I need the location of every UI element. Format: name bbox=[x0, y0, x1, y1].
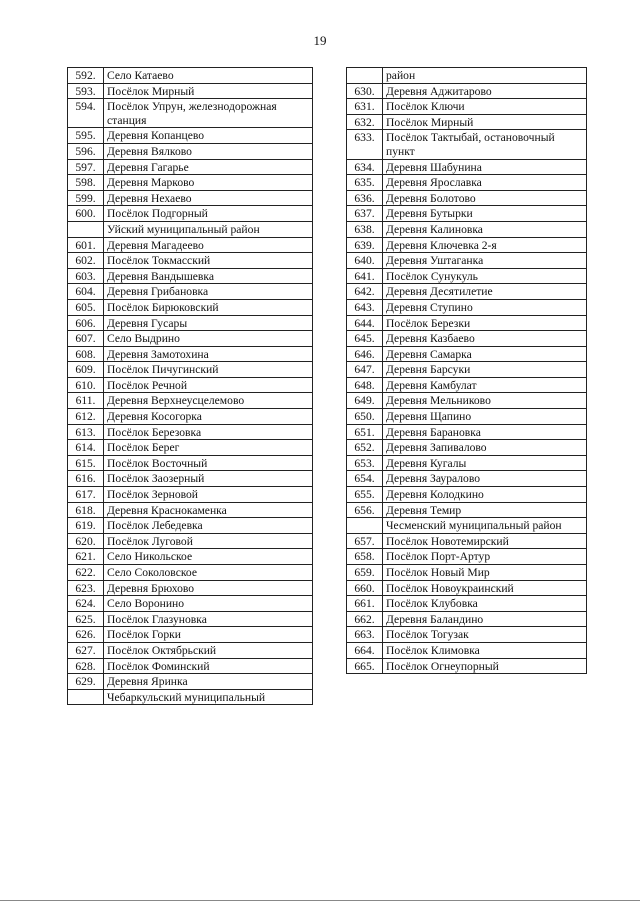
row-number: 651. bbox=[347, 424, 383, 440]
table-row bbox=[347, 362, 587, 378]
settlement-name: Посёлок Луговой bbox=[104, 533, 313, 549]
settlement-name: Деревня Яринка bbox=[104, 674, 313, 690]
district-name: Чебаркульский муниципальный bbox=[104, 689, 313, 705]
page-bottom-line bbox=[0, 900, 640, 901]
row-number: 660. bbox=[347, 580, 383, 596]
settlement-name: Посёлок Подгорный bbox=[104, 206, 313, 222]
district-header-row bbox=[68, 221, 313, 237]
settlement-name: Деревня Щапино bbox=[383, 409, 587, 425]
settlement-name: Деревня Грибановка bbox=[104, 284, 313, 300]
table-row bbox=[68, 533, 313, 549]
row-number: 647. bbox=[347, 362, 383, 378]
row-number: 608. bbox=[68, 346, 104, 362]
row-number: 593. bbox=[68, 83, 104, 99]
row-number: 644. bbox=[347, 315, 383, 331]
settlement-name: Деревня Гусары bbox=[104, 315, 313, 331]
settlement-name: Посёлок Климовка bbox=[383, 642, 587, 658]
page-number: 19 bbox=[313, 33, 327, 48]
row-number: 624. bbox=[68, 596, 104, 612]
settlement-name: Посёлок Восточный bbox=[104, 455, 313, 471]
table-row bbox=[68, 346, 313, 362]
settlement-name: Деревня Десятилетие bbox=[383, 284, 587, 300]
settlement-name: Деревня Калиновка bbox=[383, 221, 587, 237]
row-number bbox=[68, 221, 104, 237]
settlement-name: Посёлок Мирный bbox=[104, 83, 313, 99]
table-row bbox=[347, 253, 587, 269]
row-number: 645. bbox=[347, 331, 383, 347]
settlement-name: Деревня Болотово bbox=[383, 190, 587, 206]
settlement-name: Посёлок Заозерный bbox=[104, 471, 313, 487]
table-row bbox=[68, 611, 313, 627]
row-number: 626. bbox=[68, 627, 104, 643]
table-row bbox=[347, 130, 587, 159]
table-row bbox=[68, 487, 313, 503]
row-number: 603. bbox=[68, 268, 104, 284]
table-row bbox=[347, 424, 587, 440]
row-number: 607. bbox=[68, 331, 104, 347]
row-number: 655. bbox=[347, 487, 383, 503]
table-row bbox=[68, 253, 313, 269]
settlement-name: Посёлок Клубовка bbox=[383, 596, 587, 612]
row-number: 609. bbox=[68, 362, 104, 378]
table-row bbox=[68, 393, 313, 409]
table-row bbox=[68, 409, 313, 425]
table-row bbox=[347, 596, 587, 612]
settlement-name: Деревня Ключевка 2-я bbox=[383, 237, 587, 253]
table-row bbox=[68, 642, 313, 658]
settlement-name: Деревня Баландино bbox=[383, 611, 587, 627]
table-row bbox=[68, 440, 313, 456]
row-number: 605. bbox=[68, 299, 104, 315]
row-number: 598. bbox=[68, 175, 104, 191]
table-row bbox=[347, 346, 587, 362]
table-row bbox=[68, 175, 313, 191]
settlement-name: Деревня Темир bbox=[383, 502, 587, 518]
settlement-name: Посёлок Фоминский bbox=[104, 658, 313, 674]
row-number: 616. bbox=[68, 471, 104, 487]
district-name: Уйский муниципальный район bbox=[104, 221, 313, 237]
settlement-name: Посёлок Упрун, железнодорожная станция bbox=[104, 99, 313, 128]
settlement-name: Деревня Магадеево bbox=[104, 237, 313, 253]
row-number: 620. bbox=[68, 533, 104, 549]
table-row bbox=[68, 565, 313, 581]
settlement-name: Посёлок Сунукуль bbox=[383, 268, 587, 284]
table-row bbox=[68, 502, 313, 518]
settlement-name: Деревня Уштаганка bbox=[383, 253, 587, 269]
table-row bbox=[347, 175, 587, 191]
settlement-name: Деревня Марково bbox=[104, 175, 313, 191]
table-row bbox=[347, 190, 587, 206]
settlement-name: Село Соколовское bbox=[104, 565, 313, 581]
settlement-name: Посёлок Ключи bbox=[383, 99, 587, 115]
settlement-name: Посёлок Глазуновка bbox=[104, 611, 313, 627]
table-row bbox=[347, 502, 587, 518]
row-number: 602. bbox=[68, 253, 104, 269]
table-row bbox=[347, 642, 587, 658]
table-row bbox=[347, 315, 587, 331]
settlement-name: Деревня Нехаево bbox=[104, 190, 313, 206]
row-number: 661. bbox=[347, 596, 383, 612]
settlements-table-left bbox=[67, 67, 313, 705]
settlement-name: Деревня Косогорка bbox=[104, 409, 313, 425]
row-number: 652. bbox=[347, 440, 383, 456]
row-number: 601. bbox=[68, 237, 104, 253]
district-header-row bbox=[347, 518, 587, 534]
settlement-name: Деревня Бутырки bbox=[383, 206, 587, 222]
table-row bbox=[68, 268, 313, 284]
district-name: район bbox=[383, 68, 587, 84]
table-row bbox=[347, 409, 587, 425]
table-row bbox=[68, 99, 313, 128]
row-number: 637. bbox=[347, 206, 383, 222]
row-number bbox=[347, 518, 383, 534]
table-row bbox=[68, 68, 313, 84]
settlement-name: Посёлок Токмасский bbox=[104, 253, 313, 269]
table-row bbox=[347, 284, 587, 300]
row-number: 663. bbox=[347, 627, 383, 643]
row-number: 634. bbox=[347, 159, 383, 175]
table-row bbox=[347, 627, 587, 643]
row-number: 638. bbox=[347, 221, 383, 237]
row-number: 623. bbox=[68, 580, 104, 596]
settlement-name: Посёлок Березовка bbox=[104, 424, 313, 440]
settlement-name: Посёлок Тактыбай, остановочный пункт bbox=[383, 130, 587, 159]
settlement-name: Посёлок Зерновой bbox=[104, 487, 313, 503]
table-row bbox=[347, 611, 587, 627]
row-number: 635. bbox=[347, 175, 383, 191]
row-number: 594. bbox=[68, 99, 104, 128]
district-name: Чесменский муниципальный район bbox=[383, 518, 587, 534]
row-number: 596. bbox=[68, 143, 104, 159]
row-number: 659. bbox=[347, 565, 383, 581]
table-row bbox=[68, 206, 313, 222]
district-header-row bbox=[347, 68, 587, 84]
settlement-name: Деревня Гагарье bbox=[104, 159, 313, 175]
table-row bbox=[347, 377, 587, 393]
settlement-name: Деревня Замотохина bbox=[104, 346, 313, 362]
table-row bbox=[68, 455, 313, 471]
settlement-name: Посёлок Новый Мир bbox=[383, 565, 587, 581]
row-number: 641. bbox=[347, 268, 383, 284]
table-row bbox=[68, 190, 313, 206]
row-number: 649. bbox=[347, 393, 383, 409]
settlement-name: Посёлок Берег bbox=[104, 440, 313, 456]
row-number: 606. bbox=[68, 315, 104, 331]
settlement-name: Посёлок Октябрьский bbox=[104, 642, 313, 658]
settlement-name: Посёлок Тогузак bbox=[383, 627, 587, 643]
settlement-name: Село Катаево bbox=[104, 68, 313, 84]
row-number: 595. bbox=[68, 128, 104, 144]
settlement-name: Село Выдрино bbox=[104, 331, 313, 347]
row-number: 665. bbox=[347, 658, 383, 674]
settlement-name: Деревня Ступино bbox=[383, 299, 587, 315]
settlement-name: Посёлок Горки bbox=[104, 627, 313, 643]
settlement-name: Посёлок Новотемирский bbox=[383, 533, 587, 549]
table-row bbox=[347, 221, 587, 237]
row-number: 631. bbox=[347, 99, 383, 115]
row-number: 627. bbox=[68, 642, 104, 658]
settlement-name: Посёлок Речной bbox=[104, 377, 313, 393]
table-row bbox=[68, 377, 313, 393]
settlement-name: Деревня Шабунина bbox=[383, 159, 587, 175]
row-number: 643. bbox=[347, 299, 383, 315]
row-number: 658. bbox=[347, 549, 383, 565]
settlement-name: Деревня Барсуки bbox=[383, 362, 587, 378]
row-number: 604. bbox=[68, 284, 104, 300]
row-number: 639. bbox=[347, 237, 383, 253]
row-number: 653. bbox=[347, 455, 383, 471]
row-number: 650. bbox=[347, 409, 383, 425]
table-row bbox=[68, 580, 313, 596]
row-number: 611. bbox=[68, 393, 104, 409]
table-row bbox=[347, 331, 587, 347]
row-number: 642. bbox=[347, 284, 383, 300]
table-row bbox=[347, 440, 587, 456]
row-number: 633. bbox=[347, 130, 383, 159]
settlement-name: Деревня Верхнеусцелемово bbox=[104, 393, 313, 409]
row-number: 599. bbox=[68, 190, 104, 206]
row-number: 622. bbox=[68, 565, 104, 581]
table-row bbox=[68, 128, 313, 144]
table-row bbox=[68, 299, 313, 315]
row-number: 648. bbox=[347, 377, 383, 393]
table-row bbox=[347, 83, 587, 99]
row-number: 600. bbox=[68, 206, 104, 222]
row-number: 592. bbox=[68, 68, 104, 84]
table-row bbox=[68, 315, 313, 331]
row-number: 629. bbox=[68, 674, 104, 690]
district-header-row bbox=[68, 689, 313, 705]
table-row bbox=[347, 455, 587, 471]
settlement-name: Деревня Казбаево bbox=[383, 331, 587, 347]
table-row bbox=[347, 159, 587, 175]
settlement-name: Деревня Запивалово bbox=[383, 440, 587, 456]
table-row bbox=[347, 580, 587, 596]
table-row bbox=[347, 299, 587, 315]
table-row bbox=[68, 331, 313, 347]
table-row bbox=[68, 596, 313, 612]
settlement-name: Село Никольское bbox=[104, 549, 313, 565]
row-number: 619. bbox=[68, 518, 104, 534]
table-row bbox=[68, 362, 313, 378]
table-row bbox=[68, 674, 313, 690]
settlement-name: Село Воронино bbox=[104, 596, 313, 612]
settlement-name: Деревня Ярославка bbox=[383, 175, 587, 191]
row-number bbox=[68, 689, 104, 705]
row-number: 597. bbox=[68, 159, 104, 175]
row-number: 614. bbox=[68, 440, 104, 456]
table-row bbox=[68, 237, 313, 253]
table-row bbox=[68, 471, 313, 487]
settlement-name: Посёлок Лебедевка bbox=[104, 518, 313, 534]
row-number: 630. bbox=[347, 83, 383, 99]
row-number: 654. bbox=[347, 471, 383, 487]
row-number: 664. bbox=[347, 642, 383, 658]
row-number: 625. bbox=[68, 611, 104, 627]
row-number: 646. bbox=[347, 346, 383, 362]
table-row bbox=[68, 627, 313, 643]
table-row bbox=[68, 284, 313, 300]
settlement-name: Посёлок Порт-Артур bbox=[383, 549, 587, 565]
table-row bbox=[347, 99, 587, 115]
row-number: 628. bbox=[68, 658, 104, 674]
settlement-name: Деревня Кугалы bbox=[383, 455, 587, 471]
row-number bbox=[347, 68, 383, 84]
row-number: 632. bbox=[347, 114, 383, 130]
row-number: 662. bbox=[347, 611, 383, 627]
row-number: 618. bbox=[68, 502, 104, 518]
table-row bbox=[347, 237, 587, 253]
table-row bbox=[347, 471, 587, 487]
table-row bbox=[68, 549, 313, 565]
settlement-name: Деревня Колодкино bbox=[383, 487, 587, 503]
settlement-name: Деревня Брюхово bbox=[104, 580, 313, 596]
row-number: 640. bbox=[347, 253, 383, 269]
settlement-name: Деревня Краснокаменка bbox=[104, 502, 313, 518]
row-number: 621. bbox=[68, 549, 104, 565]
settlement-name: Деревня Зауралово bbox=[383, 471, 587, 487]
settlement-name: Посёлок Березки bbox=[383, 315, 587, 331]
table-row bbox=[68, 83, 313, 99]
table-row bbox=[68, 159, 313, 175]
table-row bbox=[68, 658, 313, 674]
table-row bbox=[68, 518, 313, 534]
table-row bbox=[68, 143, 313, 159]
row-number: 656. bbox=[347, 502, 383, 518]
settlement-name: Посёлок Пичугинский bbox=[104, 362, 313, 378]
table-row bbox=[347, 658, 587, 674]
settlement-name: Деревня Барановка bbox=[383, 424, 587, 440]
row-number: 613. bbox=[68, 424, 104, 440]
settlement-name: Посёлок Огнеупорный bbox=[383, 658, 587, 674]
settlement-name: Деревня Самарка bbox=[383, 346, 587, 362]
table-row bbox=[347, 206, 587, 222]
settlement-name: Деревня Камбулат bbox=[383, 377, 587, 393]
row-number: 610. bbox=[68, 377, 104, 393]
row-number: 612. bbox=[68, 409, 104, 425]
settlement-name: Деревня Вандышевка bbox=[104, 268, 313, 284]
settlement-name: Деревня Вялково bbox=[104, 143, 313, 159]
table-row bbox=[347, 393, 587, 409]
table-row bbox=[347, 549, 587, 565]
row-number: 617. bbox=[68, 487, 104, 503]
table-row bbox=[347, 487, 587, 503]
settlements-table-right bbox=[346, 67, 587, 674]
table-row bbox=[347, 533, 587, 549]
settlement-name: Деревня Аджитарово bbox=[383, 83, 587, 99]
settlement-name: Посёлок Новоукраинский bbox=[383, 580, 587, 596]
table-row bbox=[347, 114, 587, 130]
row-number: 636. bbox=[347, 190, 383, 206]
settlement-name: Посёлок Мирный bbox=[383, 114, 587, 130]
settlement-name: Деревня Копанцево bbox=[104, 128, 313, 144]
settlement-name: Посёлок Бирюковский bbox=[104, 299, 313, 315]
table-row bbox=[68, 424, 313, 440]
table-row bbox=[347, 268, 587, 284]
row-number: 657. bbox=[347, 533, 383, 549]
row-number: 615. bbox=[68, 455, 104, 471]
settlement-name: Деревня Мельниково bbox=[383, 393, 587, 409]
table-row bbox=[347, 565, 587, 581]
